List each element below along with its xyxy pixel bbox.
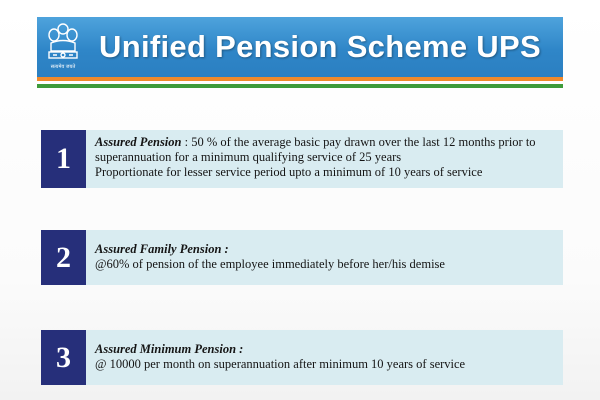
pension-item-2 xyxy=(41,230,563,285)
item-text-line: @ 10000 per month on superannuation after minimum 10 years of service xyxy=(95,357,466,371)
item-text-line: Proportionate for lesser service period upto a minimum of 10 years of service xyxy=(95,165,483,179)
item-number: 3 xyxy=(41,330,86,385)
item-description xyxy=(86,330,563,385)
item-label: Assured Family Pension : xyxy=(95,242,229,256)
item-text-line: superannuation for a minimum qualifying service of 25 years xyxy=(95,150,402,164)
pension-item-1 xyxy=(41,130,563,188)
item-description xyxy=(86,130,563,188)
item-label: Assured Pension xyxy=(95,135,182,149)
item-text-line: @60% of pension of the employee immediately before her/his demise xyxy=(95,257,445,271)
item-label-suffix: : 50 % of the average basic pay drawn over the last 12 months prior to xyxy=(181,135,536,149)
item-description xyxy=(86,230,563,285)
pension-item-3 xyxy=(41,330,563,385)
item-label: Assured Minimum Pension : xyxy=(95,342,244,356)
emblem-caption: सत्यमेव जयते xyxy=(50,64,76,70)
national-emblem-icon xyxy=(43,21,83,73)
item-first-line xyxy=(95,135,557,150)
header-banner xyxy=(37,17,563,77)
item-number: 1 xyxy=(41,130,86,188)
item-number: 2 xyxy=(41,230,86,285)
page-title: Unified Pension Scheme UPS xyxy=(99,29,541,64)
tricolor-stripe-green xyxy=(37,84,563,88)
